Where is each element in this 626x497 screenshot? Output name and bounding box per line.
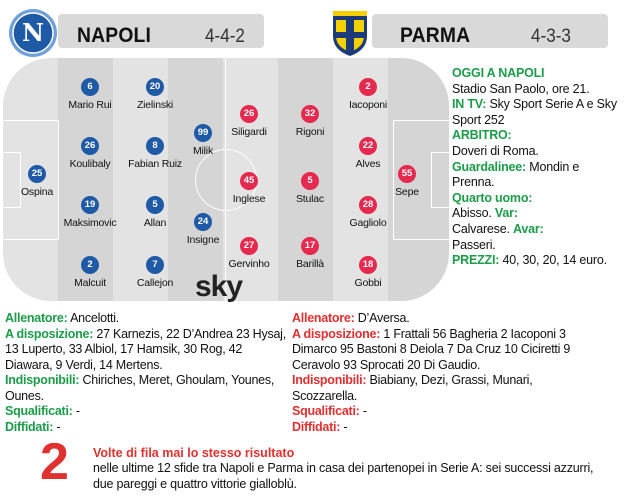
prices-label: PREZZI: xyxy=(452,253,500,268)
player-number-badge: 45 xyxy=(240,172,258,190)
player-name: Gagliolo xyxy=(349,217,387,229)
player-name: Mario Rui xyxy=(68,99,112,111)
parma-bench-label: A disposizione: xyxy=(292,326,381,341)
player-name: Inglese xyxy=(232,193,266,205)
napoli-player xyxy=(60,196,120,229)
player-name: Callejon xyxy=(136,277,174,289)
napoli-suspended-label: Squalificati: xyxy=(5,404,73,418)
player-number-badge: 55 xyxy=(398,165,416,183)
napoli-player-gk xyxy=(7,165,67,198)
tv-label: IN TV: xyxy=(452,97,487,112)
napoli-bench: 27 Karnezis, 22 D’Andrea 23 Hysaj, 13 Luperto, 33 Albiol, 17 Hamsik, 30 Rog, 42 Diawara, 9 Verdi, 14 Mertens. xyxy=(5,326,286,372)
parma-unavailable-label: Indisponibili: xyxy=(292,373,367,387)
player-number-badge: 17 xyxy=(301,237,319,255)
napoli-player xyxy=(60,137,120,170)
parma-warned-label: Diffidati: xyxy=(292,419,341,434)
prices-text: 40, 30, 20, 14 euro. xyxy=(502,253,607,268)
player-name: Fabian Ruiz xyxy=(128,158,182,170)
player-number-badge: 25 xyxy=(28,165,46,183)
player-number-badge: 27 xyxy=(240,237,258,255)
parma-coach-label: Allenatore: xyxy=(292,311,355,325)
player-name: Milik xyxy=(193,145,213,157)
player-name: Iacoponi xyxy=(348,99,388,111)
parma-player xyxy=(338,78,398,111)
venue-label: OGGI A NAPOLI xyxy=(452,66,545,80)
player-name: Barillà xyxy=(296,258,324,270)
match-info xyxy=(452,66,624,269)
parma-player xyxy=(280,172,340,205)
parma-player xyxy=(338,256,398,289)
parma-unavailable: Biabiany, Dezi, Grassi, Munari, Scozzarella. xyxy=(292,373,533,403)
player-name: Insigne xyxy=(186,234,220,246)
svg-text:N: N xyxy=(22,18,44,47)
parma-player xyxy=(338,137,398,170)
napoli-warned: - xyxy=(56,419,61,434)
parma-warned: - xyxy=(343,419,348,434)
player-name: Gobbi xyxy=(354,277,382,289)
player-name: Ospina xyxy=(20,186,54,198)
fourth-official-label: Quarto uomo: xyxy=(452,190,533,205)
napoli-unavailable: Chiriches, Meret, Ghoulam, Younes, Ounes. xyxy=(5,373,275,403)
player-name: Rigoni xyxy=(295,126,325,138)
napoli-coach: Ancelotti. xyxy=(70,311,120,325)
player-name: Stulac xyxy=(296,193,324,205)
avar-label: Avar: xyxy=(513,221,544,236)
napoli-warned-label: Diffidati: xyxy=(5,419,54,434)
player-name: Allan xyxy=(143,217,167,229)
napoli-player xyxy=(60,256,120,289)
player-number-badge: 24 xyxy=(194,213,212,231)
player-name: Maksimovic xyxy=(63,217,117,229)
parma-bench: 1 Frattali 56 Bagheria 2 Iacoponi 3 Dimarco 95 Bastoni 8 Deiola 7 Da Cruz 10 Ciciretti 9 Ceravolo 93 Sprocati 20 Di Gaudio. xyxy=(292,326,571,372)
parma-player xyxy=(219,237,279,270)
napoli-bench-label: A disposizione: xyxy=(5,326,94,341)
player-number-badge: 20 xyxy=(146,78,164,96)
napoli-player xyxy=(125,256,185,289)
player-number-badge: 8 xyxy=(146,137,164,155)
parma-suspended-label: Squalificati: xyxy=(292,404,360,418)
player-number-badge: 2 xyxy=(81,256,99,274)
parma-player xyxy=(219,105,279,138)
player-number-badge: 28 xyxy=(359,196,377,214)
parma-player xyxy=(219,172,279,205)
parma-suspended: - xyxy=(362,404,367,418)
away-formation: 4-3-3 xyxy=(531,26,571,47)
stat-text: nelle ultime 12 sfide tra Napoli e Parma in casa dei partenopei in Serie A: sei successi azzurri, due pareggi e quattro vittorie gialloblù. xyxy=(93,461,594,491)
player-name: Gervinho xyxy=(228,258,270,270)
player-number-badge: 5 xyxy=(146,196,164,214)
parma-player xyxy=(338,196,398,229)
parma-logo xyxy=(330,8,370,58)
home-formation: 4-4-2 xyxy=(205,26,245,47)
player-number-badge: 7 xyxy=(146,256,164,274)
stat-title: Volte di fila mai lo stesso risultato xyxy=(93,446,295,460)
parma-player xyxy=(280,237,340,270)
napoli-details xyxy=(5,311,287,435)
fourth-official-text: Abisso. xyxy=(452,206,492,221)
napoli-player xyxy=(125,78,185,111)
sky-logo: sky xyxy=(195,270,243,303)
away-team-name: PARMA xyxy=(400,24,471,47)
napoli-suspended: - xyxy=(75,404,80,418)
parma-player xyxy=(280,105,340,138)
player-number-badge: 18 xyxy=(359,256,377,274)
player-name: Siligardi xyxy=(231,126,267,138)
player-number-badge: 26 xyxy=(81,137,99,155)
player-number-badge: 26 xyxy=(240,105,258,123)
home-team-name: NAPOLI xyxy=(77,24,152,47)
linesmen-label: Guardalinee: xyxy=(452,159,527,174)
player-name: Koulibaly xyxy=(69,158,111,170)
napoli-unavailable-label: Indisponibili: xyxy=(5,373,80,387)
tv-text: Sky Sport Serie A e Sky Sport 252 xyxy=(452,97,617,127)
avar-text: Passeri. xyxy=(452,237,496,252)
parma-details xyxy=(292,311,592,435)
player-number-badge: 19 xyxy=(81,196,99,214)
player-number-badge: 99 xyxy=(194,124,212,142)
napoli-player xyxy=(60,78,120,111)
venue-text: Stadio San Paolo, ore 21. xyxy=(452,81,590,96)
player-number-badge: 22 xyxy=(359,137,377,155)
var-text: Calvarese. xyxy=(452,221,510,236)
linesmen-text: Mondin e Prenna. xyxy=(452,159,580,190)
player-name: Sepe xyxy=(395,186,419,198)
referee-text: Doveri di Roma. xyxy=(452,143,539,158)
player-number-badge: 2 xyxy=(359,78,377,96)
player-name: Malcuit xyxy=(74,277,106,289)
var-label: Var: xyxy=(494,206,518,221)
napoli-coach-label: Allenatore: xyxy=(5,311,68,325)
player-name: Alves xyxy=(355,158,381,170)
parma-coach: D’Aversa. xyxy=(357,311,410,325)
player-number-badge: 6 xyxy=(81,78,99,96)
referee-label: ARBITRO: xyxy=(452,128,512,143)
napoli-logo xyxy=(8,8,58,58)
player-number-badge: 5 xyxy=(301,172,319,190)
player-number-badge: 32 xyxy=(301,105,319,123)
player-name: Zielinski xyxy=(136,99,174,111)
stat-number: 2 xyxy=(40,433,69,491)
